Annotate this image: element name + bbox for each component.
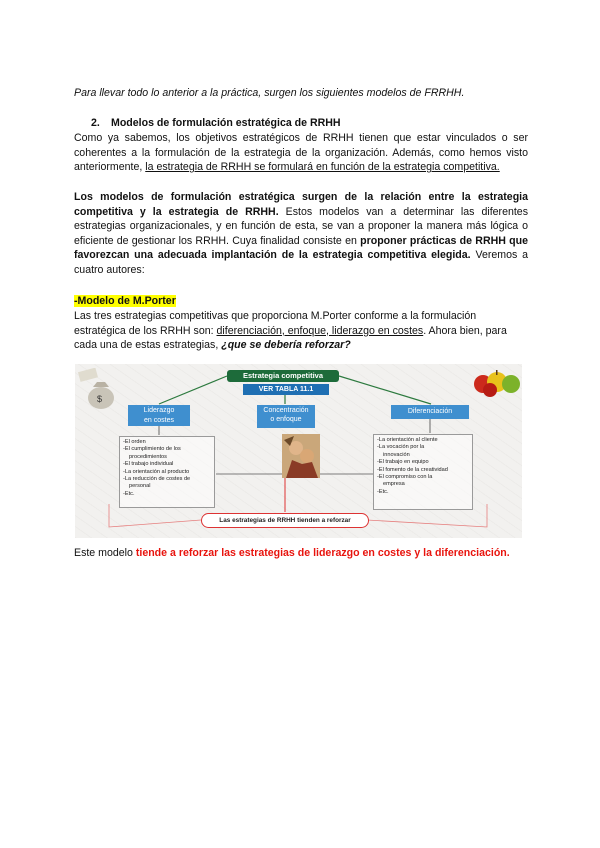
list-item: -La orientación al producto (123, 468, 190, 475)
paragraph-4-text: Este modelo (74, 547, 136, 559)
list-item: -El trabajo en equipo (377, 459, 429, 466)
list-item: personal (129, 483, 151, 490)
section-heading (91, 116, 545, 131)
list-item: -Etc. (377, 488, 389, 495)
list-item: -El orden (123, 439, 146, 445)
list-item: -El fomento de la creatividad (377, 466, 448, 473)
paragraph-2-bold-1: Los modelos de formulación estratégica surgen de la relación entre la estrategia competitiva y la estrategia de RRHH. (74, 191, 528, 218)
porter-strategy-figure (75, 364, 522, 538)
paragraph-2-bold-2: proponer prácticas de RRHH que favorezcan una adecuada implantación de la estrategia competitiva elegida. (74, 234, 528, 262)
porter-model-title (74, 294, 528, 309)
paragraph-4-red-text: tiende a reforzar las estrategias de liderazgo en costes y la diferenciación (135, 547, 507, 559)
paragraph-4 (74, 546, 528, 561)
paragraph-2 (74, 190, 528, 278)
list-item: -El compromiso con la (377, 474, 433, 481)
money-bag-icon (77, 368, 117, 412)
paragraph-1 (74, 131, 528, 175)
paragraph-4-end: . (506, 547, 510, 559)
cost-leadership-list (119, 436, 215, 508)
svg-text:$: $ (97, 394, 103, 404)
differentiation-node: Diferenciación (391, 405, 469, 419)
intro-text: Para llevar todo lo anterior a la práctica, surgen los siguientes modelos de FRRHH. (74, 87, 465, 99)
paragraph-3 (74, 309, 528, 353)
paragraph-1-text: Como ya sabemos, los objetivos estratégicos de RRHH tienen que estar vinculados o ser coherentes a la formulación de la estrategia de la organización. Además, como hemos visto anteriormente, (74, 132, 528, 174)
focus-line-1: Concentración (263, 407, 309, 414)
paragraph-2-text-1: Estos modelos van a determinar las diferentes estrategias organizacionales, y en función de esta, se van a proponer la manera más lógica o eficiente de gestionar los RRHH. Cuya finalidad consiste en (74, 205, 528, 247)
list-item: procedimientos (129, 453, 167, 460)
cost-leadership-node (128, 405, 190, 426)
paragraph-3-underlined: diferenciación, enfoque, liderazgo en costes (216, 324, 424, 337)
focus-node (257, 405, 315, 428)
list-item: -La orientación al cliente (377, 437, 438, 443)
paragraph-1-underlined: la estrategia de RRHH se formulará en función de la estrategia competitiva. (145, 161, 500, 174)
list-item: -La vocación por la (377, 444, 425, 451)
paragraph-3-question: ¿que se debería reforzar? (221, 339, 351, 352)
list-item: innovación (383, 451, 410, 458)
paragraph-3-text-1: Las tres estrategias competitivas que proporciona M.Porter conforme a la formulación estratégica de los RRHH son: (74, 310, 477, 337)
list-item: -El cumplimiento de los (123, 446, 181, 453)
painting-icon (282, 434, 320, 478)
see-table-node: VER TABLA 11.1 (243, 384, 329, 395)
list-item: -El trabajo individual (123, 461, 174, 468)
competitive-strategy-node: Estrategia competitiva (227, 370, 339, 382)
differentiation-list (373, 434, 473, 510)
heading-number: 2. (91, 117, 100, 129)
cost-leadership-line-2: en costes (144, 417, 174, 424)
list-item: -Etc. (123, 490, 135, 497)
paragraph-3-text-2: . Ahora bien, para cada una de estas estrategias, (74, 324, 507, 352)
list-item: -La reducción de costes de (123, 476, 191, 483)
apples-icon (473, 364, 521, 398)
porter-title-highlight: -Modelo de M.Porter (74, 295, 176, 307)
focus-line-2: o enfoque (270, 416, 302, 423)
cost-leadership-line-1: Liderazgo (143, 407, 175, 414)
reinforce-node: Las estrategias de RRHH tienden a reforzar (201, 513, 369, 528)
heading-text: Modelos de formulación estratégica de RRHH (111, 117, 341, 129)
paragraph-2-text-2: Veremos a cuatro autores: (74, 249, 528, 276)
list-item: empresa (383, 481, 405, 488)
